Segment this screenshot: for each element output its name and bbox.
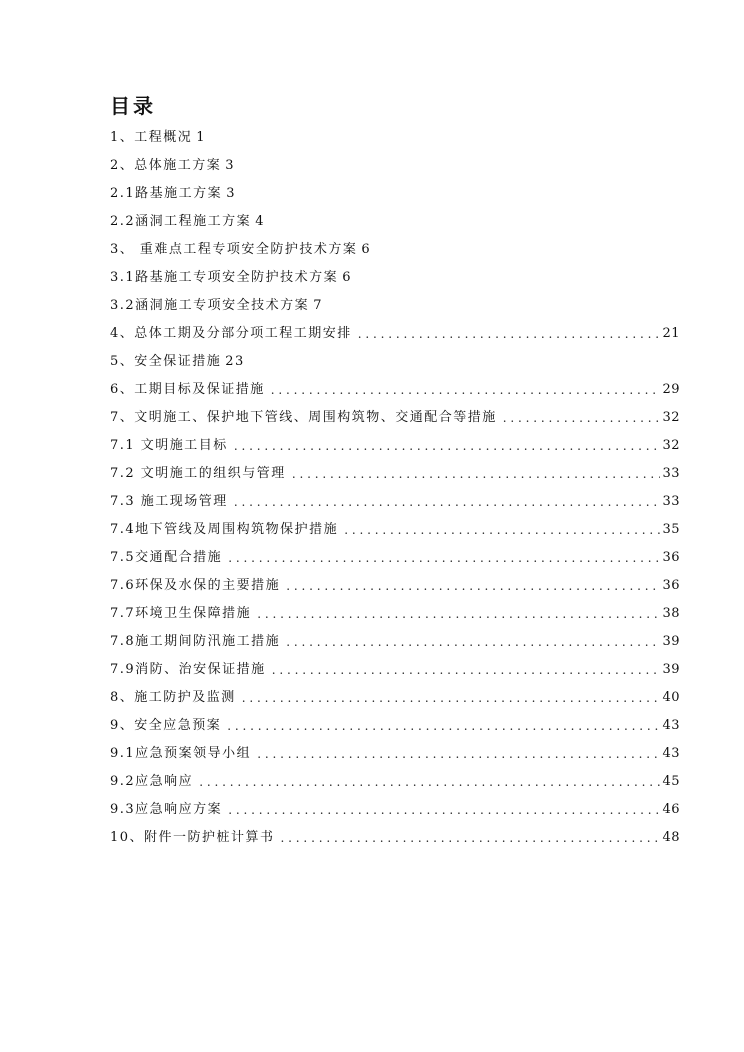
toc-entry[interactable] <box>110 684 680 712</box>
toc-entry[interactable] <box>110 460 680 488</box>
toc-entry[interactable] <box>110 656 680 684</box>
toc-dot-leader <box>228 544 660 572</box>
toc-dot-leader <box>344 516 660 544</box>
toc-dot-leader <box>271 376 661 404</box>
toc-entry[interactable] <box>110 432 680 460</box>
toc-page-number: 46 <box>662 802 680 817</box>
toc-page-number: 21 <box>662 326 680 341</box>
toc-dot-leader <box>199 768 660 796</box>
toc-entry[interactable] <box>110 544 680 572</box>
toc-dot-leader <box>292 460 661 488</box>
toc-entry[interactable] <box>110 152 680 180</box>
toc-entry-text: 3.1路基施工专项安全防护技术方案 <box>110 270 339 285</box>
toc-entry[interactable] <box>110 208 680 236</box>
toc-page-number: 1 <box>196 130 207 145</box>
toc-list <box>110 124 680 852</box>
toc-entry-text: 7.9消防、治安保证措施 <box>110 662 266 677</box>
toc-entry-text: 5、安全保证措施 <box>110 354 222 369</box>
toc-page-number: 43 <box>662 746 680 761</box>
toc-entry-text: 7.2 文明施工的组织与管理 <box>110 466 286 481</box>
toc-page-number: 39 <box>662 662 680 677</box>
toc-entry[interactable] <box>110 768 680 796</box>
toc-dot-leader <box>503 404 661 432</box>
toc-entry[interactable] <box>110 572 680 600</box>
toc-dot-leader <box>257 740 660 768</box>
toc-page-number: 36 <box>662 550 680 565</box>
toc-page-number: 36 <box>662 578 680 593</box>
toc-page-number: 3 <box>225 158 236 173</box>
toc-dot-leader <box>234 488 661 516</box>
toc-entry-text: 2、总体施工方案 <box>110 158 222 173</box>
toc-entry-text: 9、安全应急预案 <box>110 718 222 733</box>
toc-page-number: 29 <box>662 382 680 397</box>
toc-entry[interactable] <box>110 600 680 628</box>
toc-entry[interactable] <box>110 712 680 740</box>
toc-entry-text: 7.1 文明施工目标 <box>110 438 228 453</box>
toc-page-number: 45 <box>662 774 680 789</box>
toc-entry-text: 6、工期目标及保证措施 <box>110 382 265 397</box>
toc-page-number: 35 <box>662 522 680 537</box>
toc-entry-text: 9.2应急响应 <box>110 774 194 789</box>
toc-page-number: 48 <box>662 830 680 845</box>
toc-entry[interactable] <box>110 320 680 348</box>
toc-page-number: 4 <box>255 214 265 229</box>
toc-page-number: 40 <box>662 690 680 705</box>
toc-dot-leader <box>358 320 661 348</box>
toc-entry-text: 1、工程概况 <box>110 130 193 145</box>
toc-entry-text: 8、施工防护及监测 <box>110 690 236 705</box>
toc-entry[interactable] <box>110 124 680 152</box>
toc-entry-text: 9.1应急预案领导小组 <box>110 746 252 761</box>
toc-dot-leader <box>257 600 660 628</box>
toc-dot-leader <box>227 712 660 740</box>
toc-entry[interactable] <box>110 376 680 404</box>
toc-title: 目录 <box>110 94 156 118</box>
toc-entry-text: 7.3 施工现场管理 <box>110 494 228 509</box>
toc-page-number: 23 <box>225 354 245 369</box>
toc-entry[interactable] <box>110 404 680 432</box>
toc-dot-leader <box>272 656 661 684</box>
toc-dot-leader <box>281 824 661 852</box>
toc-entry[interactable] <box>110 740 680 768</box>
toc-page-number: 3 <box>226 186 236 201</box>
toc-page-number: 32 <box>662 410 680 425</box>
toc-entry[interactable] <box>110 236 680 264</box>
toc-entry-text: 7.6环保及水保的主要措施 <box>110 578 281 593</box>
toc-entry-text: 7.4地下管线及周围构筑物保护措施 <box>110 522 339 537</box>
toc-page-number: 38 <box>662 606 680 621</box>
toc-entry-text: 7.7环境卫生保障措施 <box>110 606 252 621</box>
toc-dot-leader <box>286 628 660 656</box>
toc-entry[interactable] <box>110 292 680 320</box>
toc-entry[interactable] <box>110 488 680 516</box>
toc-entry-text: 2.1路基施工方案 <box>110 186 223 201</box>
toc-entry-text: 4、总体工期及分部分项工程工期安排 <box>110 326 352 341</box>
toc-entry-text: 10、附件一防护桩计算书 <box>110 830 275 845</box>
toc-entry[interactable] <box>110 180 680 208</box>
toc-page-number: 39 <box>662 634 680 649</box>
toc-page-number: 43 <box>662 718 680 733</box>
toc-entry-text: 3、 重难点工程专项安全防护技术方案 <box>110 242 358 257</box>
toc-entry-text: 9.3应急响应方案 <box>110 802 223 817</box>
toc-page-number: 33 <box>662 494 680 509</box>
toc-entry[interactable] <box>110 348 680 376</box>
toc-entry-text: 7、文明施工、保护地下管线、周围构筑物、交通配合等措施 <box>110 410 497 425</box>
toc-entry-text: 7.5交通配合措施 <box>110 550 223 565</box>
toc-entry-text: 7.8施工期间防汛施工措施 <box>110 634 281 649</box>
toc-entry[interactable] <box>110 516 680 544</box>
toc-entry[interactable] <box>110 824 680 852</box>
toc-page-number: 6 <box>342 270 352 285</box>
toc-dot-leader <box>234 432 661 460</box>
toc-entry-text: 2.2涵洞工程施工方案 <box>110 214 252 229</box>
toc-dot-leader <box>228 796 660 824</box>
toc-entry-text: 3.2涵洞施工专项安全技术方案 <box>110 298 310 313</box>
toc-entry[interactable] <box>110 264 680 292</box>
toc-page-number: 7 <box>313 298 323 313</box>
toc-page-number: 33 <box>662 466 680 481</box>
toc-page-number: 32 <box>662 438 680 453</box>
toc-page-number: 6 <box>361 242 372 257</box>
toc-dot-leader <box>286 572 660 600</box>
toc-entry[interactable] <box>110 796 680 824</box>
toc-entry[interactable] <box>110 628 680 656</box>
toc-dot-leader <box>242 684 661 712</box>
